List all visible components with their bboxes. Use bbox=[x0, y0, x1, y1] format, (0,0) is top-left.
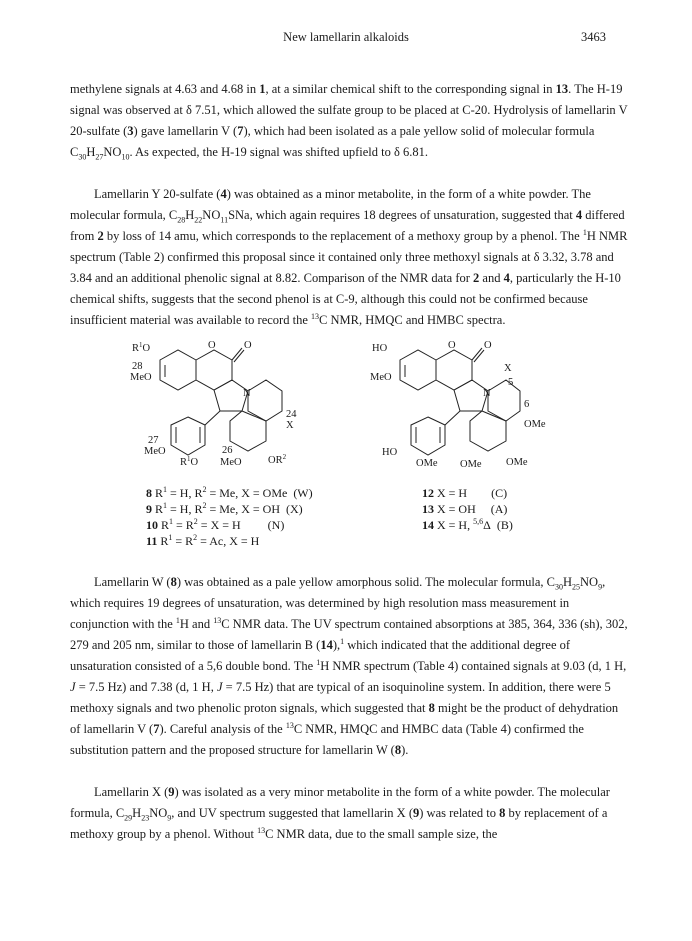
left-ring-lactone bbox=[196, 350, 232, 390]
right-ome-b1: OMe bbox=[416, 458, 438, 469]
left-ring-e bbox=[230, 411, 266, 451]
right-n-label: N bbox=[483, 388, 491, 399]
left-x-label: X bbox=[286, 420, 294, 431]
left-position-26: 26 bbox=[222, 445, 233, 456]
structure-drawings bbox=[110, 335, 580, 480]
right-ome-b3: OMe bbox=[506, 457, 528, 468]
left-n-label: N bbox=[243, 388, 251, 399]
left-position-27: 27 bbox=[148, 435, 159, 446]
right-ome-b2: OMe bbox=[460, 459, 482, 470]
right-captions bbox=[422, 485, 582, 533]
right-position-6: 6 bbox=[524, 399, 530, 410]
left-meo-28: MeO bbox=[130, 372, 152, 383]
paragraph-4: Lamellarin X (9) was isolated as a very minor metabolite in the form of a white powder. The molecular formula, $C_{29}H_{23}NO_9$, and UV spectrum suggested that lamellarin X (9) was related to 8 by replacement of a methoxy group by a phenol. Without $^{13}$C NMR data, due to the small sample size, the bbox=[70, 785, 610, 841]
caption-line: 11 $R^1 = R^2 = Ac$, X = H bbox=[146, 533, 260, 548]
left-meo-26: MeO bbox=[220, 457, 242, 468]
right-position-5: 5 bbox=[508, 377, 514, 388]
left-o-carbonyl-label: O bbox=[244, 340, 252, 351]
paragraph-2: Lamellarin Y 20-sulfate (4) was obtained as a minor metabolite, in the form of a white powder. The molecular formula, $C_{28}H_{22}NO_{11}SNa$, which again requires 18 degrees of unsaturation, suggested that 4 differed from 2 by loss of 14 amu, which corresponds to the replacement of a methoxy group by a phenol. The $^1$H NMR spectrum (Table 2) confirmed this proposal since it contained only three methoxyl signals at δ 3.32, 3.78 and 3.84 and an additional phenolic signal at 8.82. Comparison of the NMR data for 2 and 4, particularly the H-10 chemical shifts, suggests that the second phenol is at C-9, although this could not be confirmed because insufficient material was available to record the $^{13}$C NMR, HMQC and HMBC spectra. bbox=[70, 187, 628, 327]
right-o-carbonyl-label: O bbox=[484, 340, 492, 351]
left-pyridine-ring bbox=[248, 380, 282, 421]
right-ome-label: OMe bbox=[524, 419, 546, 430]
left-meo-27: MeO bbox=[144, 446, 166, 457]
left-position-28: 28 bbox=[132, 361, 143, 372]
caption-line: 13 X = OH (A) bbox=[422, 502, 508, 516]
caption-line: 10 $R^1 = R^2 = X = H$ (N) bbox=[146, 517, 285, 532]
running-header bbox=[0, 30, 692, 48]
caption-line: 9 $R^1 = H$, $R^2 = Me$, X = OH (X) bbox=[146, 501, 303, 516]
left-or2-label: $OR^2$ bbox=[268, 453, 287, 466]
right-o-ring-label: O bbox=[448, 340, 456, 351]
chemical-structures-figure bbox=[110, 335, 580, 555]
right-meo-label: MeO bbox=[370, 372, 392, 383]
right-x-label: X bbox=[504, 363, 512, 374]
page-number: 3463 bbox=[581, 30, 606, 44]
paragraph-1: methylene signals at 4.63 and 4.68 in 1, at a similar chemical shift to the corresponding signal in 13. The H-19 signal was observed at δ 7.51, which allowed the sulfate group to be placed at C-20. Hydrolysis of lamellarin V 20-sulfate (3) gave lamellarin V (7), which had been isolated as a pale yellow solid of molecular formula $C_{30}H_{27}NO_{10}$. As expected, the H-19 signal was shifted upfield to δ 6.81. bbox=[70, 82, 628, 162]
left-position-24: 24 bbox=[286, 409, 297, 420]
left-captions bbox=[146, 485, 346, 549]
caption-line: 12 X = H (C) bbox=[422, 486, 508, 500]
right-ring-lactone bbox=[436, 350, 472, 390]
right-ring-e bbox=[470, 411, 506, 451]
caption-line: 8 $R^1 = H$, $R^2 = Me$, X = OMe (W) bbox=[146, 485, 313, 500]
right-ho-bottom: HO bbox=[382, 447, 398, 458]
right-ho-top: HO bbox=[372, 343, 388, 354]
caption-line: 14 X = H, $^{5,6}$Δ (B) bbox=[422, 517, 513, 532]
right-dihydro-ring bbox=[488, 380, 520, 421]
running-title: New lamellarin alkaloids bbox=[283, 30, 409, 44]
left-r1o-label: $R^1O$ bbox=[132, 341, 151, 354]
paragraph-3: Lamellarin W (8) was obtained as a pale yellow amorphous solid. The molecular formula, $C_{30}H_{25}NO_9$, which requires 19 degrees of unsaturation, was determined by high resolution mass measurement in conjunction with the $^1$H and $^{13}$C NMR data. The UV spectrum contained absorptions at 385, 364, 336 (sh), 302, 279 and 205 nm, similar to those of lamellarin B (14),$^1$ which indicated that the additional degree of unsaturation consisted of a 5,6 double bond. The $^1$H NMR spectrum (Table 4) contained signals at 9.03 (d, 1 H, J = 7.5 Hz) and 7.38 (d, 1 H, J = 7.5 Hz) that are typical of an isoquinoline system. In addition, there were 5 methoxy signals and two phenolic proton signals, which suggested that 8 might be the product of dehydration of lamellarin V (7). Careful analysis of the $^{13}$C NMR, HMQC and HMBC data (Table 4) confirmed the substitution pattern and the proposed structure for lamellarin W (8). bbox=[70, 575, 628, 757]
left-r1o-bottom: $R^1O$ bbox=[180, 455, 199, 468]
left-o-ring-label: O bbox=[208, 340, 216, 351]
